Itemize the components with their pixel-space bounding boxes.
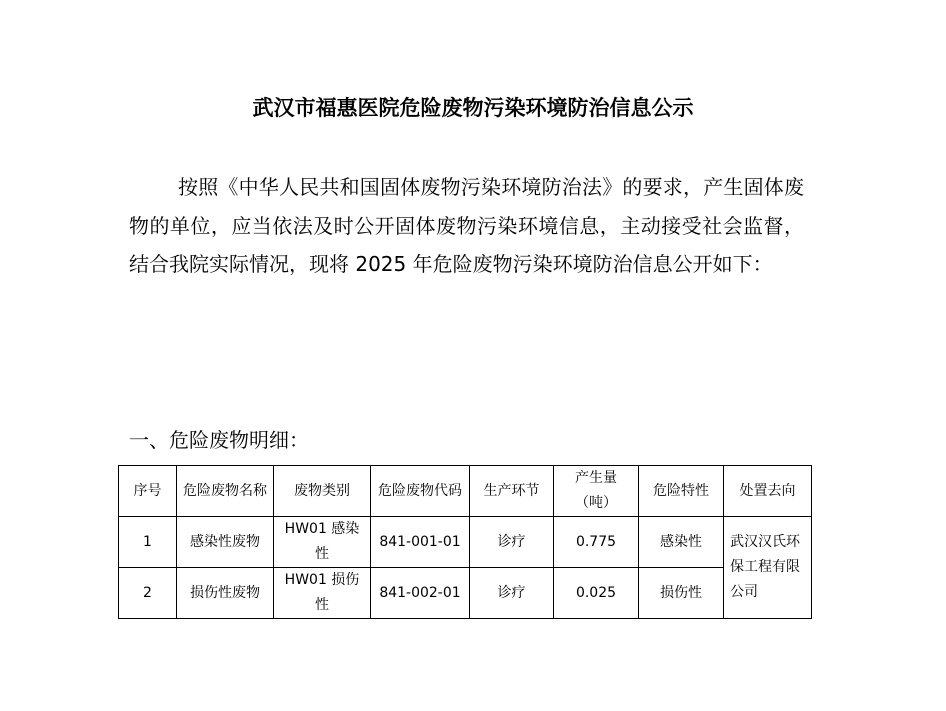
cell-quantity: 0.775 bbox=[554, 517, 639, 568]
cell-waste-name: 感染性废物 bbox=[177, 517, 274, 568]
cell-hazard-property: 损伤性 bbox=[639, 568, 724, 619]
cell-waste-name: 损伤性废物 bbox=[177, 568, 274, 619]
cell-waste-code: 841-002-01 bbox=[371, 568, 470, 619]
cell-hazard-property: 感染性 bbox=[639, 517, 724, 568]
table-header-row bbox=[119, 466, 812, 517]
cell-waste-category: HW01 感染性 bbox=[274, 517, 371, 568]
header-cell-waste-category: 废物类别 bbox=[274, 466, 371, 517]
hazardous-waste-table bbox=[118, 465, 812, 619]
page-title: 武汉市福惠医院危险废物污染环境防治信息公示 bbox=[252, 95, 694, 120]
cell-quantity: 0.025 bbox=[554, 568, 639, 619]
cell-production-stage: 诊疗 bbox=[470, 568, 554, 619]
header-cell-hazard-property: 危险特性 bbox=[639, 466, 724, 517]
cell-waste-category: HW01 损伤性 bbox=[274, 568, 371, 619]
header-cell-waste-code: 危险废物代码 bbox=[371, 466, 470, 517]
table-row bbox=[119, 517, 812, 568]
section-heading-hazardous-waste: 一、危险废物明细： bbox=[129, 428, 309, 452]
cell-waste-code: 841-001-01 bbox=[371, 517, 470, 568]
header-cell-quantity: 产生量（吨） bbox=[554, 466, 639, 517]
cell-index: 2 bbox=[119, 568, 177, 619]
header-cell-disposal: 处置去向 bbox=[724, 466, 812, 517]
header-cell-index: 序号 bbox=[119, 466, 177, 517]
cell-production-stage: 诊疗 bbox=[470, 517, 554, 568]
cell-index: 1 bbox=[119, 517, 177, 568]
table-row bbox=[119, 568, 812, 619]
header-cell-waste-name: 危险废物名称 bbox=[177, 466, 274, 517]
header-cell-production-stage: 生产环节 bbox=[470, 466, 554, 517]
cell-disposal: 武汉汉氏环保工程有限公司 bbox=[724, 517, 812, 619]
intro-paragraph: 按照《中华人民共和国固体废物污染环境防治法》的要求，产生固体废物的单位，应当依法及时公开固体废物污染环境信息，主动接受社会监督，结合我院实际情况，现将 2025 年危险废物污染环境防治信息公开如下： bbox=[129, 175, 804, 277]
